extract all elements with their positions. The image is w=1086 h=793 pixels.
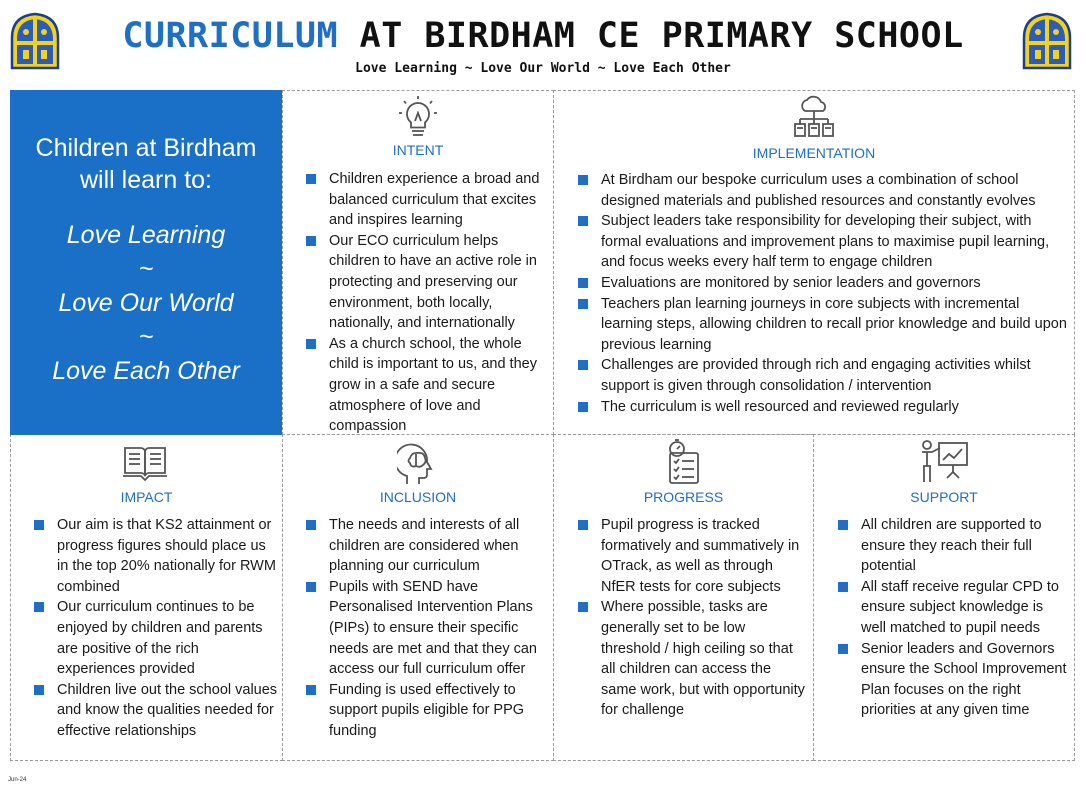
support-list [836, 515, 1072, 721]
list-item: All children are supported to ensure they reach their full potential [836, 515, 1072, 577]
list-item: Where possible, tasks are generally set to be low threshold / high ceiling so that all children can access the same work, but with opportunity for challenge [576, 597, 808, 721]
intent-list [304, 169, 544, 437]
intent-heading: INTENT [392, 142, 444, 158]
progress-list [576, 515, 808, 721]
impact-list [32, 515, 278, 742]
list-item: Pupil progress is tracked formatively and summatively in OTrack, as well as through NfER tests for core subjects [576, 515, 808, 597]
implementation-list [576, 170, 1068, 417]
list-item: Funding is used effectively to support pupils eligible for PPG funding [304, 680, 550, 742]
stopwatch-checklist-icon [664, 439, 704, 485]
intro-line-3: Love Each Other [52, 357, 240, 385]
list-item: Challenges are provided through rich and engaging activities whilst support is given through consolidation / intervention [576, 355, 1068, 396]
intro-sep-1: ~ [138, 255, 154, 283]
lightbulb-icon [396, 95, 440, 139]
impact-heading: IMPACT [120, 489, 173, 505]
list-item: All staff receive regular CPD to ensure subject knowledge is well matched to pupil needs [836, 577, 1072, 639]
inclusion-heading: INCLUSION [379, 489, 457, 505]
intro-line-2: Love Our World [58, 289, 234, 317]
intro-lead-2: will learn to: [80, 166, 212, 194]
intro-lead-1: Children at Birdham [35, 134, 257, 162]
list-item: Children experience a broad and balanced curriculum that excites and inspires learning [304, 169, 544, 231]
list-item: At Birdham our bespoke curriculum uses a combination of school designed materials and published resources and constantly evolves [576, 170, 1068, 211]
intro-line-1: Love Learning [66, 221, 226, 249]
page-title [0, 14, 1086, 58]
footer-date: Jun-24 [8, 777, 27, 783]
list-item: Our ECO curriculum helps children to have an active role in protecting and preserving our environment, both locally, nationally, and internationally [304, 231, 544, 334]
inclusion-list [304, 515, 550, 742]
motto: Love Learning ~ Love Our World ~ Love Each Other [355, 61, 731, 76]
list-item: Teachers plan learning journeys in core subjects with incremental learning steps, allowing children to recall prior knowledge and build upon previous learning [576, 294, 1068, 356]
intro-panel [10, 90, 282, 435]
list-item: Our curriculum continues to be enjoyed by children and parents are positive of the rich experiences provided [32, 597, 278, 679]
list-item: The needs and interests of all children are considered when planning our curriculum [304, 515, 550, 577]
list-item: Subject leaders take responsibility for developing their subject, with formal evaluations and improvement plans to maximise pupil learning, and focus weeks every half term to engage children [576, 211, 1068, 273]
list-item: Our aim is that KS2 attainment or progress figures should place us in the top 20% nationally for RWM combined [32, 515, 278, 597]
list-item: Children live out the school values and know the qualities needed for effective relationships [32, 680, 278, 742]
intro-sep-2: ~ [138, 323, 154, 351]
title-accent: CURRICULUM [122, 16, 339, 56]
support-heading: SUPPORT [910, 489, 978, 505]
list-item: The curriculum is well resourced and reviewed regularly [576, 397, 1068, 418]
implementation-heading: IMPLEMENTATION [752, 145, 876, 161]
head-brain-icon [397, 440, 439, 486]
list-item: As a church school, the whole child is important to us, and they grow in a safe and secure atmosphere of love and compassion [304, 334, 544, 437]
list-item: Pupils with SEND have Personalised Intervention Plans (PIPs) to ensure their specific needs are met and that they can access our full curriculum offer [304, 577, 550, 680]
open-book-icon [121, 440, 169, 484]
title-rest: AT BIRDHAM CE PRIMARY SCHOOL [359, 16, 964, 56]
list-item: Evaluations are monitored by senior leaders and governors [576, 273, 1068, 294]
cloud-network-icon [793, 95, 835, 139]
progress-heading: PROGRESS [643, 489, 724, 505]
teacher-board-icon [917, 438, 971, 484]
list-item: Senior leaders and Governors ensure the School Improvement Plan focuses on the right priorities at any given time [836, 639, 1072, 721]
